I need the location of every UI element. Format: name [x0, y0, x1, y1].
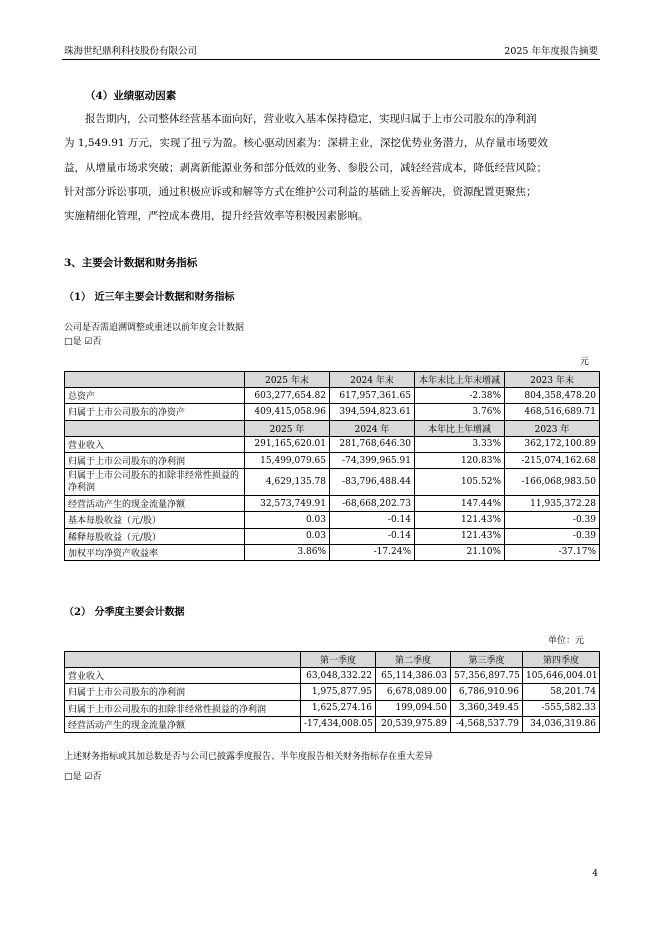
cell: -215,074,162.68: [505, 452, 600, 468]
table-row: [65, 469, 600, 496]
header-cell: 2024 年末: [330, 372, 415, 388]
cell: 21.10%: [415, 544, 505, 560]
cell: -166,068,983.50: [505, 469, 600, 496]
cell: 121.43%: [415, 512, 505, 528]
table-row: [65, 436, 600, 452]
section-4-title: （4）业绩驱动因素: [85, 90, 177, 102]
header-cell: 第三季度: [451, 652, 523, 668]
row-label: 归属于上市公司股东的净利润: [65, 684, 301, 700]
header-cell: 本年末比上年末增减: [415, 372, 505, 388]
table-header-row: [65, 420, 600, 436]
cell: 4,629,135.78: [245, 469, 330, 496]
cell: 58,201.74: [523, 684, 600, 700]
row-label: 归属于上市公司股东的扣除非经常性损益的净利润: [65, 700, 301, 716]
header-company: 珠海世纪鼎利科技股份有限公司: [64, 46, 198, 57]
subsection-1-title: （1） 近三年主要会计数据和财务指标: [64, 292, 235, 303]
table-header-row: [65, 652, 600, 668]
header-cell: [65, 372, 245, 388]
cell: -0.14: [330, 528, 415, 544]
cell: 11,935,372.28: [505, 496, 600, 512]
cell: 3.33%: [415, 436, 505, 452]
subsection-2-title: （2） 分季度主要会计数据: [64, 607, 185, 618]
cell: 804,358,478.20: [505, 388, 600, 404]
header-cell: [65, 420, 245, 436]
row-label: 归属于上市公司股东的净资产: [65, 404, 245, 420]
cell: 147.44%: [415, 496, 505, 512]
cell: 57,356,897.75: [451, 668, 523, 684]
restate-question: 公司是否需追溯调整或重述以前年度会计数据: [64, 323, 245, 333]
cell: -83,796,488.44: [330, 469, 415, 496]
row-label: 归属于上市公司股东的扣除非经常性损益的净利润: [65, 469, 245, 496]
cell: 121.43%: [415, 528, 505, 544]
cell: 362,172,100.89: [505, 436, 600, 452]
row-label: 稀释每股收益（元/股）: [65, 528, 245, 544]
table-row: [65, 544, 600, 560]
restate-answer: □是 ☑否: [64, 337, 102, 347]
cell: 3.86%: [245, 544, 330, 560]
cell: -4,568,537.79: [451, 716, 523, 732]
section-4-paragraph: [64, 107, 598, 228]
table-header-row: [65, 372, 600, 388]
paragraph-line: 实施精细化管理，严控成本费用，提升经营效率等积极因素影响。: [64, 210, 369, 223]
unit-label: 元: [580, 357, 590, 367]
header-divider: [62, 59, 600, 60]
difference-question: 上述财务指标或其加总数是否与公司已披露季度报告、半年度报告相关财务指标存在重大差异: [64, 752, 434, 762]
paragraph-line: 针对部分诉讼事项，通过积极应诉或和解等方式在维护公司利益的基础上妥善解决，资源配置更聚焦；: [64, 185, 537, 198]
cell: 199,094.50: [376, 700, 451, 716]
cell: -0.39: [505, 528, 600, 544]
row-label: 基本每股收益（元/股）: [65, 512, 245, 528]
cell: 32,573,749.91: [245, 496, 330, 512]
table-row: [65, 452, 600, 468]
cell: 63,048,332.22: [301, 668, 376, 684]
cell: -2.38%: [415, 388, 505, 404]
header-report-title: 2025 年年度报告摘要: [504, 46, 598, 57]
cell: 6,678,089.00: [376, 684, 451, 700]
header-cell: 2023 年: [505, 420, 600, 436]
cell: 291,165,620.01: [245, 436, 330, 452]
cell: 120.83%: [415, 452, 505, 468]
page-number: 4: [592, 869, 598, 879]
header-cell: 2024 年: [330, 420, 415, 436]
header-cell: 第一季度: [301, 652, 376, 668]
row-label: 加权平均净资产收益率: [65, 544, 245, 560]
row-label: 归属于上市公司股东的净利润: [65, 452, 245, 468]
difference-answer: □是 ☑否: [64, 772, 102, 782]
header-cell: 2023 年末: [505, 372, 600, 388]
cell: 15,499,079.65: [245, 452, 330, 468]
section-3-title: 3、主要会计数据和财务指标: [64, 257, 198, 269]
cell: 20,539,975.89: [376, 716, 451, 732]
cell: -74,399,965.91: [330, 452, 415, 468]
row-label: 营业收入: [65, 668, 301, 684]
table-row: [65, 496, 600, 512]
cell: 468,516,689.71: [505, 404, 600, 420]
annual-financial-table: [64, 371, 600, 561]
table-row: [65, 668, 600, 684]
cell: 0.03: [245, 528, 330, 544]
header-cell: 本年比上年增减: [415, 420, 505, 436]
cell: -17,434,008.05: [301, 716, 376, 732]
table-row: [65, 684, 600, 700]
row-label: 经营活动产生的现金流量净额: [65, 716, 301, 732]
cell: 0.03: [245, 512, 330, 528]
paragraph-line: 益，从增量市场求突破；剥离新能源业务和部分低效的业务、参股公司，减轻经营成本，降低经营风险；: [64, 161, 547, 174]
quarterly-financial-table: [64, 651, 600, 733]
cell: 394,594,823.61: [330, 404, 415, 420]
header-cell: 2025 年末: [245, 372, 330, 388]
table-row: [65, 528, 600, 544]
table-row: [65, 388, 600, 404]
cell: 1,625,274.16: [301, 700, 376, 716]
cell: 1,975,877.95: [301, 684, 376, 700]
header-cell: 第二季度: [376, 652, 451, 668]
cell: 65,114,386.03: [376, 668, 451, 684]
cell: 3.76%: [415, 404, 505, 420]
table-row: [65, 700, 600, 716]
table-row: [65, 404, 600, 420]
table-row: [65, 716, 600, 732]
cell: -17.24%: [330, 544, 415, 560]
unit-label-2: 单位：元: [548, 636, 585, 646]
cell: 105.52%: [415, 469, 505, 496]
cell: 281,768,646.30: [330, 436, 415, 452]
cell: -0.14: [330, 512, 415, 528]
cell: -37.17%: [505, 544, 600, 560]
cell: 3,360,349.45: [451, 700, 523, 716]
row-label: 总资产: [65, 388, 245, 404]
cell: 34,036,319.86: [523, 716, 600, 732]
row-label: 经营活动产生的现金流量净额: [65, 496, 245, 512]
cell: 603,277,654.82: [245, 388, 330, 404]
cell: 409,415,058.96: [245, 404, 330, 420]
cell: -0.39: [505, 512, 600, 528]
header-cell: [65, 652, 301, 668]
cell: 617,957,361.65: [330, 388, 415, 404]
row-label: 营业收入: [65, 436, 245, 452]
paragraph-line: 报告期内，公司整体经营基本面向好，营业收入基本保持稳定，实现归属于上市公司股东的净利润: [85, 113, 537, 125]
header-cell: 第四季度: [523, 652, 600, 668]
paragraph-line: 为 1,549.91 万元，实现了扭亏为盈。核心驱动因素为：深耕主业，深挖优势业务潜力，从存量市场要效: [64, 137, 548, 150]
header-cell: 2025 年: [245, 420, 330, 436]
cell: 6,786,910.96: [451, 684, 523, 700]
cell: -68,668,202.73: [330, 496, 415, 512]
table-row: [65, 512, 600, 528]
cell: 105,646,004.01: [523, 668, 600, 684]
cell: -555,582.33: [523, 700, 600, 716]
